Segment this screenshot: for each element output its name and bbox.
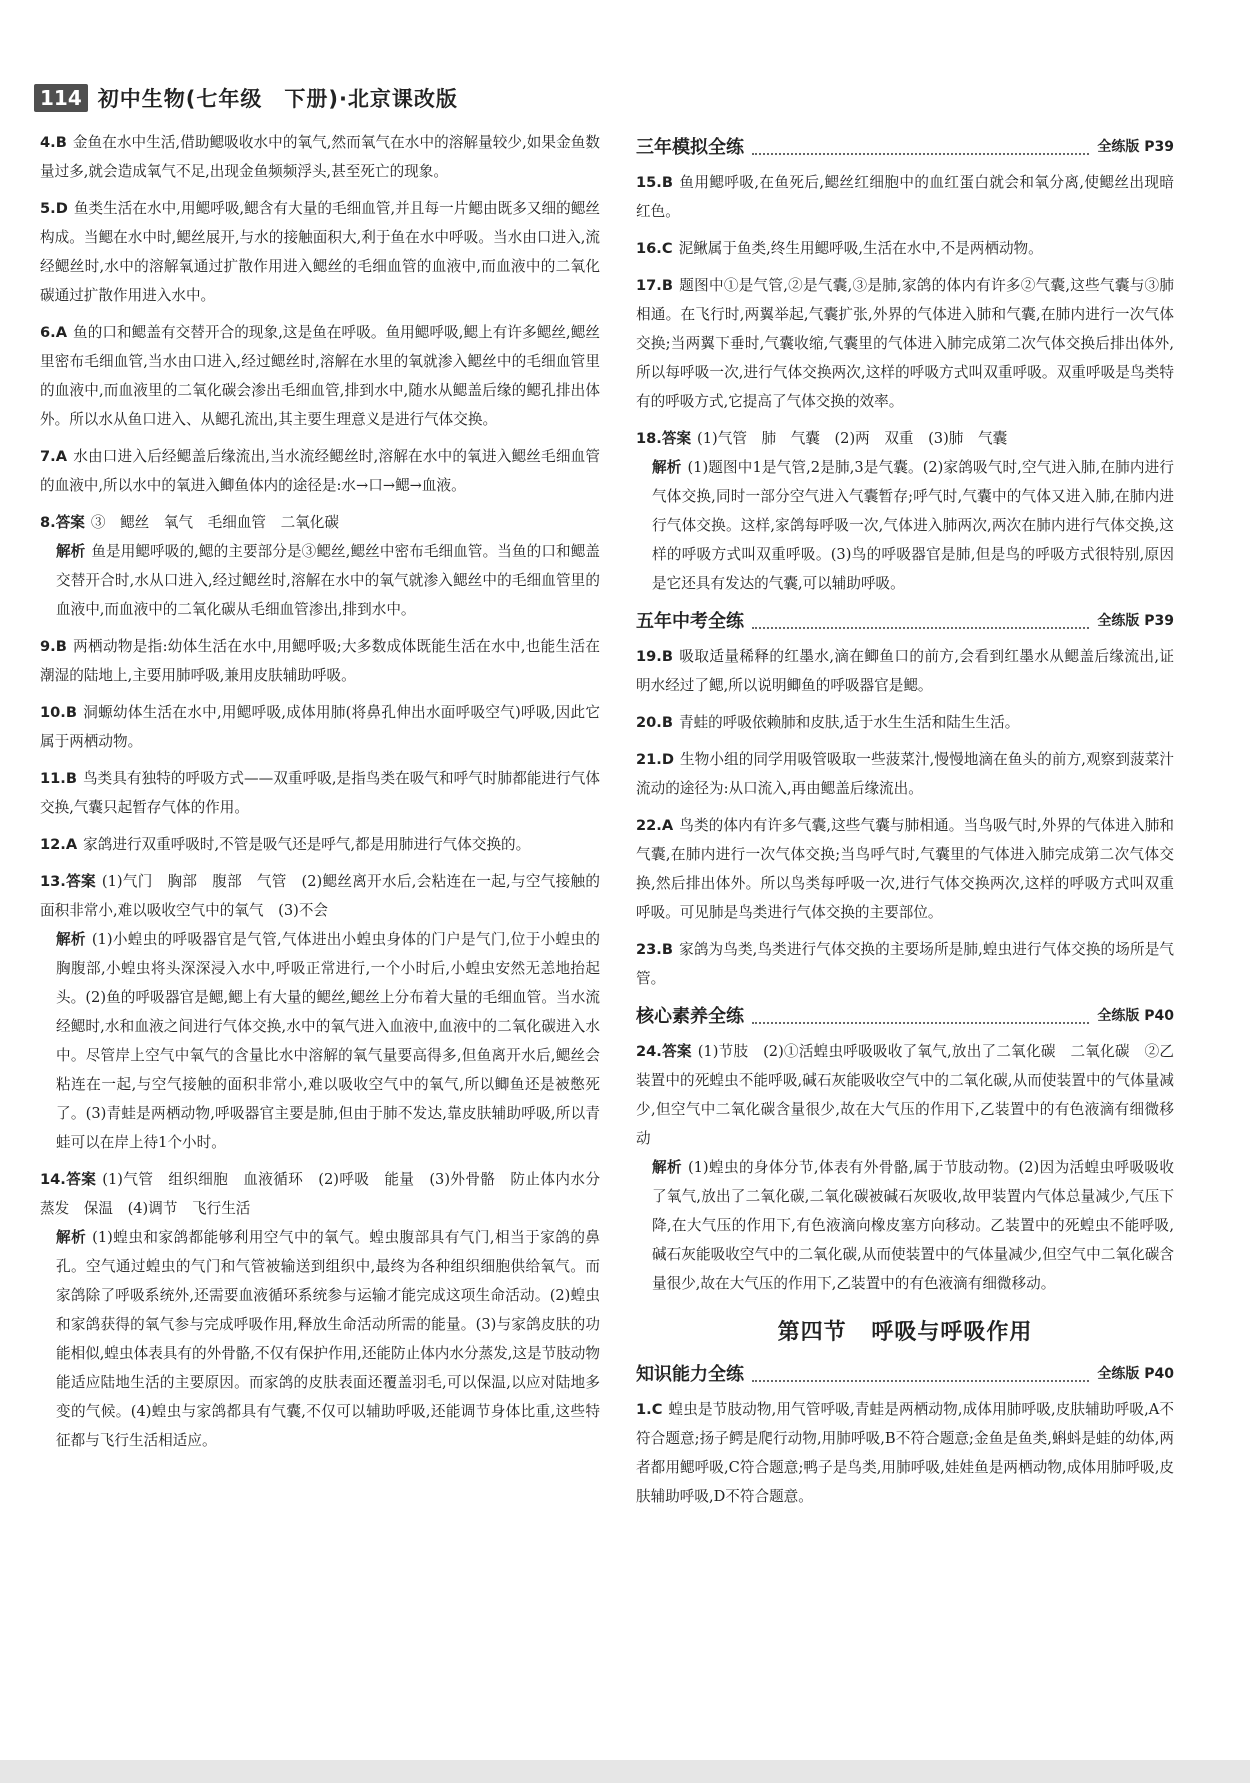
answer-number: 6.A bbox=[40, 324, 67, 341]
answer-item bbox=[40, 1165, 600, 1455]
answer-text bbox=[40, 508, 600, 537]
answer-body: (1)气门 胸部 腹部 气管 (2)鳃丝离开水后,会粘连在一起,与空气接触的面积非常小,难以吸收空气中的氧气 (3)不会 bbox=[40, 873, 600, 919]
answer-number: 14.答案 bbox=[40, 1171, 97, 1188]
answer-item bbox=[636, 1395, 1174, 1511]
answer-text bbox=[40, 318, 600, 434]
answer-body: (1)气管 组织细胞 血液循环 (2)呼吸 能量 (3)外骨骼 防止体内水分蒸发 保温 (4)调节 飞行生活 bbox=[40, 1171, 600, 1217]
page-bottom-bar bbox=[0, 1760, 1250, 1783]
answer-text bbox=[40, 867, 600, 925]
answer-group-hexin bbox=[636, 1037, 1174, 1298]
analysis-label: 解析 bbox=[652, 459, 682, 476]
analysis-label: 解析 bbox=[652, 1159, 682, 1176]
left-column bbox=[40, 128, 600, 1463]
answer-number: 15.B bbox=[636, 174, 673, 191]
answer-item bbox=[40, 698, 600, 756]
answer-body: 家鸽进行双重呼吸时,不管是吸气还是呼气,都是用肺进行气体交换的。 bbox=[83, 836, 531, 853]
answer-body: (1)气管 肺 气囊 (2)两 双重 (3)肺 气囊 bbox=[697, 430, 1008, 447]
analysis-text bbox=[40, 925, 600, 1157]
answer-text bbox=[40, 1165, 600, 1223]
answer-item bbox=[636, 168, 1174, 226]
answer-item bbox=[636, 424, 1174, 598]
analysis-body: (1)蝗虫和家鸽都能够利用空气中的氧气。蝗虫腹部具有气门,相当于家鸽的鼻孔。空气通过蝗虫的气门和气管被输送到组织中,最终为各种组织细胞供给氧气。而家鸽除了呼吸系统外,还需要血液循环系统参与运输才能完成这项生命活动。(2)蝗虫和家鸽获得的氧气参与完成呼吸作用,释放生命活动所需的能量。(3)与家鸽皮肤的功能相似,蝗虫体表具有的外骨骼,不仅有保护作用,还能防止体内水分蒸发,这是节肢动物能适应陆地生活的主要原因。而家鸽的皮肤表面还覆盖羽毛,可以保温,以应对陆地多变的气候。(4)蝗虫与家鸽都具有气囊,不仅可以辅助呼吸,还能调节身体比重,这些特征都与飞行生活相适应。 bbox=[56, 1229, 600, 1449]
answer-text bbox=[636, 935, 1174, 993]
book-title: 初中生物(七年级 下册)·北京课改版 bbox=[97, 87, 458, 111]
section-header-zhishi bbox=[636, 1359, 1174, 1389]
answer-item bbox=[40, 632, 600, 690]
answer-body: 鱼类生活在水中,用鳃呼吸,鳃含有大量的毛细血管,并且每一片鳃由既多又细的鳃丝构成。当鳃在水中时,鳃丝展开,与水的接触面积大,利于鱼在水中呼吸。当水由口进入,流经鳃丝时,水中的溶解氧通过扩散作用进入鳃丝的毛细血管的血液中,而血液中的二氧化碳通过扩散作用进入水中。 bbox=[40, 200, 600, 304]
answer-number: 21.D bbox=[636, 751, 674, 768]
answer-item bbox=[40, 128, 600, 186]
answer-number: 24.答案 bbox=[636, 1043, 692, 1060]
section-ref: 全练版 P39 bbox=[1097, 612, 1174, 629]
dotted-leader bbox=[752, 613, 1089, 629]
answer-number: 4.B bbox=[40, 134, 67, 151]
answer-text bbox=[40, 442, 600, 500]
section-ref: 全练版 P40 bbox=[1097, 1007, 1174, 1024]
answer-item bbox=[40, 764, 600, 822]
answer-body: 金鱼在水中生活,借助鳃吸收水中的氧气,然而氧气在水中的溶解量较少,如果金鱼数量过多,就会造成氧气不足,出现金鱼频频浮头,甚至死亡的现象。 bbox=[40, 134, 600, 180]
answer-number: 5.D bbox=[40, 200, 68, 217]
section-header-sannian bbox=[636, 132, 1174, 162]
answer-text bbox=[40, 128, 600, 186]
answer-body: 两栖动物是指:幼体生活在水中,用鳃呼吸;大多数成体既能生活在水中,也能生活在潮湿的陆地上,主要用肺呼吸,兼用皮肤辅助呼吸。 bbox=[40, 638, 600, 684]
answer-number: 7.A bbox=[40, 448, 67, 465]
analysis-body: (1)题图中1是气管,2是肺,3是气囊。(2)家鸽吸气时,空气进入肺,在肺内进行气体交换,同时一部分空气进入气囊暂存;呼气时,气囊中的气体又进入肺,在肺内进行气体交换。这样,家鸽每呼吸一次,气体进入肺两次,两次在肺内进行气体交换,这样的呼吸方式叫双重呼吸。(3)鸟的呼吸器官是肺,但是鸟的呼吸方式很特别,原因是它还具有发达的气囊,可以辅助呼吸。 bbox=[652, 459, 1174, 592]
analysis-text bbox=[40, 537, 600, 624]
answer-body: 鱼的口和鳃盖有交替开合的现象,这是鱼在呼吸。鱼用鳃呼吸,鳃上有许多鳃丝,鳃丝里密布毛细血管,当水由口进入,经过鳃丝时,溶解在水里的氧就渗入鳃丝中的毛细血管里的血液中,而血液里的二氧化碳会渗出毛细血管,排到水中,随水从鳃盖后缘的鳃孔排出体外。所以水从鱼口进入、从鳃孔流出,其主要生理意义是进行气体交换。 bbox=[40, 324, 600, 428]
answer-number: 22.A bbox=[636, 817, 674, 834]
answer-item bbox=[40, 867, 600, 1157]
answer-body: (1)节肢 (2)①活蝗虫呼吸吸收了氧气,放出了二氧化碳 二氧化碳 ②乙装置中的死蝗虫不能呼吸,碱石灰能吸收空气中的二氧化碳,从而使装置中的气体量减少,但空气中二氧化碳含量很少,故在大气压的作用下,乙装置中的有色液滴有细微移动 bbox=[636, 1043, 1174, 1147]
analysis-text bbox=[636, 453, 1174, 598]
analysis-label: 解析 bbox=[56, 543, 86, 560]
answer-text bbox=[40, 764, 600, 822]
answer-text bbox=[636, 811, 1174, 927]
answer-text bbox=[40, 830, 600, 859]
answer-body: ③ 鳃丝 氧气 毛细血管 二氧化碳 bbox=[90, 514, 339, 531]
answer-text bbox=[40, 194, 600, 310]
answer-number: 10.B bbox=[40, 704, 77, 721]
analysis-body: 鱼是用鳃呼吸的,鳃的主要部分是③鳃丝,鳃丝中密布毛细血管。当鱼的口和鳃盖交替开合时,水从口进入,经过鳃丝时,溶解在水中的氧气就渗入鳃丝中的毛细血管里的血液中,而血液中的二氧化碳从毛细血管渗出,排到水中。 bbox=[56, 543, 600, 618]
answer-item bbox=[636, 234, 1174, 263]
chapter-title: 呼吸与呼吸作用 bbox=[871, 1320, 1033, 1345]
answer-number: 19.B bbox=[636, 648, 673, 665]
answer-text bbox=[636, 271, 1174, 416]
answer-number: 13.答案 bbox=[40, 873, 96, 890]
answer-item bbox=[636, 811, 1174, 927]
right-column bbox=[636, 128, 1174, 1519]
chapter-number: 第四节 bbox=[777, 1320, 847, 1345]
answer-text bbox=[636, 234, 1174, 263]
analysis-label: 解析 bbox=[56, 931, 86, 948]
answer-item bbox=[40, 508, 600, 624]
answer-text bbox=[636, 708, 1174, 737]
answer-body: 鸟类具有独特的呼吸方式——双重呼吸,是指鸟类在吸气和呼气时肺都能进行气体交换,气囊只起暂存气体的作用。 bbox=[40, 770, 600, 816]
answer-number: 12.A bbox=[40, 836, 78, 853]
answer-item bbox=[636, 708, 1174, 737]
answer-number: 16.C bbox=[636, 240, 673, 257]
answer-item bbox=[40, 442, 600, 500]
analysis-text bbox=[636, 1153, 1174, 1298]
answer-text bbox=[636, 1395, 1174, 1511]
answer-body: 家鸽为鸟类,鸟类进行气体交换的主要场所是肺,蝗虫进行气体交换的场所是气管。 bbox=[636, 941, 1174, 987]
section-title: 知识能力全练 bbox=[636, 1363, 744, 1385]
answer-item bbox=[636, 271, 1174, 416]
analysis-body: (1)小蝗虫的呼吸器官是气管,气体进出小蝗虫身体的门户是气门,位于小蝗虫的胸腹部,小蝗虫将头深深浸入水中,呼吸正常进行,一个小时后,小蝗虫安然无恙地抬起头。(2)鱼的呼吸器官是鳃,鳃上有大量的鳃丝,鳃丝上分布着大量的毛细血管。当水流经鳃时,水和血液之间进行气体交换,水中的氧气进入血液中,血液中的二氧化碳进入水中。尽管岸上空气中氧气的含量比水中溶解的氧气量要高得多,但鱼离开水后,鳃丝会粘连在一起,与空气接触的面积非常小,难以吸收空气中的氧气,所以鲫鱼还是被憋死了。(3)青蛙是两栖动物,呼吸器官主要是肺,但由于肺不发达,靠皮肤辅助呼吸,所以青蛙可以在岸上待1个小时。 bbox=[56, 931, 600, 1151]
section-ref: 全练版 P39 bbox=[1097, 138, 1174, 155]
answer-item bbox=[636, 642, 1174, 700]
answer-number: 20.B bbox=[636, 714, 673, 731]
answer-item bbox=[636, 1037, 1174, 1298]
answer-item bbox=[636, 745, 1174, 803]
answer-body: 鱼用鳃呼吸,在鱼死后,鳃丝红细胞中的血红蛋白就会和氧分离,使鳃丝出现暗红色。 bbox=[636, 174, 1174, 220]
answer-text bbox=[636, 1037, 1174, 1153]
answer-body: 蝗虫是节肢动物,用气管呼吸,青蛙是两栖动物,成体用肺呼吸,皮肤辅助呼吸,A不符合题意;扬子鳄是爬行动物,用肺呼吸,B不符合题意;金鱼是鱼类,蝌蚪是蛙的幼体,两者都用鳃呼吸,C符合题意;鸭子是鸟类,用肺呼吸,娃娃鱼是两栖动物,成体用肺呼吸,皮肤辅助呼吸,D不符合题意。 bbox=[636, 1401, 1174, 1505]
answer-number: 9.B bbox=[40, 638, 67, 655]
answer-number: 8.答案 bbox=[40, 514, 85, 531]
answer-number: 1.C bbox=[636, 1401, 663, 1418]
section-ref: 全练版 P40 bbox=[1097, 1365, 1174, 1382]
answer-body: 洞螈幼体生活在水中,用鳃呼吸,成体用肺(将鼻孔伸出水面呼吸空气)呼吸,因此它属于两栖动物。 bbox=[40, 704, 600, 750]
page-header bbox=[34, 78, 458, 118]
answer-text bbox=[636, 168, 1174, 226]
section-title: 五年中考全练 bbox=[636, 610, 744, 632]
answer-item bbox=[40, 318, 600, 434]
answer-item bbox=[636, 935, 1174, 993]
answer-body: 吸取适量稀释的红墨水,滴在鲫鱼口的前方,会看到红墨水从鳃盖后缘流出,证明水经过了鳃,所以说明鲫鱼的呼吸器官是鳃。 bbox=[636, 648, 1174, 694]
answer-group-zhishi bbox=[636, 1395, 1174, 1511]
answer-text bbox=[636, 424, 1174, 453]
answer-item bbox=[40, 194, 600, 310]
answer-item bbox=[40, 830, 600, 859]
answer-text bbox=[636, 745, 1174, 803]
answer-body: 水由口进入后经鳃盖后缘流出,当水流经鳃丝时,溶解在水中的氧进入鳃丝毛细血管的血液中,所以水中的氧进入鲫鱼体内的途径是:水→口→鳃→血液。 bbox=[40, 448, 600, 494]
analysis-label: 解析 bbox=[56, 1229, 87, 1246]
answer-text bbox=[40, 698, 600, 756]
dotted-leader bbox=[752, 1008, 1089, 1024]
answer-number: 23.B bbox=[636, 941, 673, 958]
answer-text bbox=[40, 632, 600, 690]
answer-body: 泥鳅属于鱼类,终生用鳃呼吸,生活在水中,不是两栖动物。 bbox=[678, 240, 1043, 257]
section-header-wunian bbox=[636, 606, 1174, 636]
answer-body: 题图中①是气管,②是气囊,③是肺,家鸽的体内有许多②气囊,这些气囊与③肺相通。在飞行时,两翼举起,气囊扩张,外界的气体进入肺和气囊,在肺内进行一次气体交换;当两翼下垂时,气囊收缩,气囊里的气体进入肺完成第二次气体交换后排出体外,所以每呼吸一次,进行气体交换两次,这样的呼吸方式叫双重呼吸。双重呼吸是鸟类特有的呼吸方式,它提高了气体交换的效率。 bbox=[636, 277, 1174, 410]
answer-body: 青蛙的呼吸依赖肺和皮肤,适于水生生活和陆生生活。 bbox=[678, 714, 1020, 731]
section-title: 核心素养全练 bbox=[636, 1005, 744, 1027]
answer-number: 11.B bbox=[40, 770, 77, 787]
dotted-leader bbox=[752, 1366, 1089, 1382]
analysis-body: (1)蝗虫的身体分节,体表有外骨骼,属于节肢动物。(2)因为活蝗虫呼吸吸收了氧气,放出了二氧化碳,二氧化碳被碱石灰吸收,故甲装置内气体总量减少,气压下降,在大气压的作用下,有色液滴向橡皮塞方向移动。乙装置中的死蝗虫不能呼吸,碱石灰能吸收空气中的二氧化碳,从而使装置中的气体量减少,但空气中二氧化碳含量很少,故在大气压的作用下,乙装置中的有色液滴有细微移动。 bbox=[652, 1159, 1174, 1292]
answer-group-sannian bbox=[636, 168, 1174, 598]
answer-body: 鸟类的体内有许多气囊,这些气囊与肺相通。当鸟吸气时,外界的气体进入肺和气囊,在肺内进行一次气体交换;当鸟呼气时,气囊里的气体进入肺完成第二次气体交换,然后排出体外。所以鸟类每呼吸一次,进行气体交换两次,这样的呼吸方式叫双重呼吸。可见肺是鸟类进行气体交换的主要部位。 bbox=[636, 817, 1174, 921]
dotted-leader bbox=[752, 139, 1089, 155]
analysis-text bbox=[40, 1223, 600, 1455]
section-header-hexin bbox=[636, 1001, 1174, 1031]
answer-number: 18.答案 bbox=[636, 430, 692, 447]
answer-text bbox=[636, 642, 1174, 700]
page-number: 114 bbox=[34, 84, 88, 112]
section-title: 三年模拟全练 bbox=[636, 136, 744, 158]
answer-number: 17.B bbox=[636, 277, 673, 294]
answer-group-wunian bbox=[636, 642, 1174, 993]
chapter-heading bbox=[636, 1318, 1174, 1347]
answer-body: 生物小组的同学用吸管吸取一些菠菜汁,慢慢地滴在鱼头的前方,观察到菠菜汁流动的途径为:从口流入,再由鳃盖后缘流出。 bbox=[636, 751, 1174, 797]
